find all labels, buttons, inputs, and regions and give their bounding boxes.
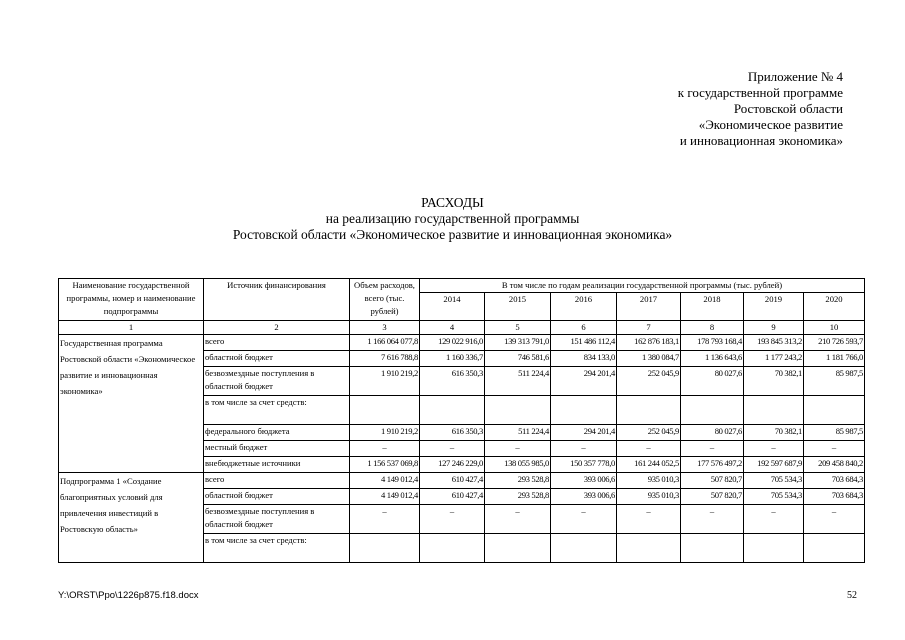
expenses-table xyxy=(58,278,865,563)
year-value-cell: 294 201,4 xyxy=(551,367,617,396)
appendix-line: «Экономическое развитие xyxy=(698,117,843,132)
total-value-cell: 1 156 537 069,8 xyxy=(350,457,420,473)
year-value-cell: – xyxy=(681,441,744,457)
year-value-cell: 610 427,4 xyxy=(420,489,485,505)
year-value-cell: 834 133,0 xyxy=(551,351,617,367)
funding-source-cell: всего xyxy=(204,473,350,489)
total-value-cell: 1 910 219,2 xyxy=(350,425,420,441)
table-row xyxy=(59,335,865,351)
total-value-cell: – xyxy=(350,441,420,457)
year-value-cell: 150 357 778,0 xyxy=(551,457,617,473)
title-line: на реализацию государственной программы xyxy=(325,211,580,226)
header-name: Наименование государственной программы, номер и наименование подпрограммы xyxy=(59,279,204,321)
year-value-cell: 80 027,6 xyxy=(681,367,744,396)
year-value-cell: 703 684,3 xyxy=(804,489,865,505)
column-number: 1 xyxy=(59,321,204,335)
total-value-cell: – xyxy=(350,505,420,534)
year-value-cell: – xyxy=(551,441,617,457)
appendix-line: Приложение № 4 xyxy=(747,69,843,84)
column-number: 2 xyxy=(204,321,350,335)
funding-source-cell: областной бюджет xyxy=(204,489,350,505)
year-value-cell: 507 820,7 xyxy=(681,489,744,505)
column-number: 7 xyxy=(617,321,681,335)
year-value-cell: 935 010,3 xyxy=(617,489,681,505)
year-value-cell: 616 350,3 xyxy=(420,425,485,441)
total-value-cell: 4 149 012,4 xyxy=(350,489,420,505)
year-value-cell: 138 055 985,0 xyxy=(485,457,551,473)
header-year: 2015 xyxy=(485,293,551,321)
year-value-cell: 393 006,6 xyxy=(551,473,617,489)
column-number: 9 xyxy=(744,321,804,335)
appendix-line: и инновационная экономика» xyxy=(679,133,843,148)
page-number: 52 xyxy=(847,590,857,601)
year-value-cell: 151 486 112,4 xyxy=(551,335,617,351)
year-value-cell: – xyxy=(681,505,744,534)
total-value-cell xyxy=(350,534,420,563)
funding-source-cell: безвозмездные поступления в областной бюджет xyxy=(204,505,350,534)
header-years-group: В том числе по годам реализации государственной программы (тыс. рублей) xyxy=(420,279,865,293)
year-value-cell xyxy=(420,534,485,563)
year-value-cell: 746 581,6 xyxy=(485,351,551,367)
year-value-cell xyxy=(551,534,617,563)
funding-source-cell: в том числе за счет средств: xyxy=(204,534,350,563)
program-name-cell: Государственная программа Ростовской области «Экономическое развитие и инновационная экономика» xyxy=(59,335,204,473)
year-value-cell: – xyxy=(744,441,804,457)
year-value-cell: 162 876 183,1 xyxy=(617,335,681,351)
year-value-cell xyxy=(744,396,804,425)
column-number: 10 xyxy=(804,321,865,335)
funding-source-cell: местный бюджет xyxy=(204,441,350,457)
total-value-cell: 1 910 219,2 xyxy=(350,367,420,396)
year-value-cell xyxy=(617,396,681,425)
year-value-cell xyxy=(485,396,551,425)
year-value-cell: 610 427,4 xyxy=(420,473,485,489)
total-value-cell: 4 149 012,4 xyxy=(350,473,420,489)
year-value-cell: – xyxy=(420,505,485,534)
year-value-cell: 161 244 052,5 xyxy=(617,457,681,473)
year-value-cell: 511 224,4 xyxy=(485,367,551,396)
year-value-cell: – xyxy=(804,441,865,457)
footer-file-path: Y:\ORST\Ppo\1226p875.f18.docx xyxy=(58,590,199,601)
year-value-cell: 1 181 766,0 xyxy=(804,351,865,367)
program-name-cell: Подпрограмма 1 «Создание благоприятных условий для привлечения инвестиций в Ростовскую область» xyxy=(59,473,204,563)
header-year: 2019 xyxy=(744,293,804,321)
year-value-cell: 139 313 791,0 xyxy=(485,335,551,351)
column-number: 3 xyxy=(350,321,420,335)
year-value-cell xyxy=(485,534,551,563)
header-volume: Объем расходов, всего (тыс. рублей) xyxy=(350,279,420,321)
appendix-line: Ростовской области xyxy=(733,101,843,116)
year-value-cell: 293 528,8 xyxy=(485,473,551,489)
year-value-cell: 85 987,5 xyxy=(804,425,865,441)
year-value-cell: – xyxy=(744,505,804,534)
year-value-cell: 70 382,1 xyxy=(744,425,804,441)
year-value-cell: 210 726 593,7 xyxy=(804,335,865,351)
year-value-cell xyxy=(681,396,744,425)
year-value-cell: 705 534,3 xyxy=(744,473,804,489)
column-number: 6 xyxy=(551,321,617,335)
appendix-block xyxy=(583,69,843,149)
title-line: РАСХОДЫ xyxy=(421,195,484,210)
year-value-cell xyxy=(804,396,865,425)
year-value-cell: 294 201,4 xyxy=(551,425,617,441)
year-value-cell: 127 246 229,0 xyxy=(420,457,485,473)
year-value-cell: 178 793 168,4 xyxy=(681,335,744,351)
header-year: 2018 xyxy=(681,293,744,321)
year-value-cell: – xyxy=(617,441,681,457)
year-value-cell: 511 224,4 xyxy=(485,425,551,441)
year-value-cell: 70 382,1 xyxy=(744,367,804,396)
year-value-cell: 616 350,3 xyxy=(420,367,485,396)
year-value-cell: 935 010,3 xyxy=(617,473,681,489)
year-value-cell: – xyxy=(551,505,617,534)
year-value-cell: 703 684,3 xyxy=(804,473,865,489)
year-value-cell xyxy=(617,534,681,563)
year-value-cell: 1 177 243,2 xyxy=(744,351,804,367)
header-year: 2014 xyxy=(420,293,485,321)
year-value-cell xyxy=(681,534,744,563)
title-line: Ростовской области «Экономическое развитие и инновационная экономика» xyxy=(232,227,673,242)
year-value-cell: 80 027,6 xyxy=(681,425,744,441)
year-value-cell: – xyxy=(485,505,551,534)
year-value-cell: – xyxy=(617,505,681,534)
year-value-cell: – xyxy=(485,441,551,457)
year-value-cell: 507 820,7 xyxy=(681,473,744,489)
funding-source-cell: всего xyxy=(204,335,350,351)
year-value-cell: 1 136 643,6 xyxy=(681,351,744,367)
year-value-cell: 393 006,6 xyxy=(551,489,617,505)
column-number: 5 xyxy=(485,321,551,335)
year-value-cell: 1 160 336,7 xyxy=(420,351,485,367)
funding-source-cell: областной бюджет xyxy=(204,351,350,367)
year-value-cell: 193 845 313,2 xyxy=(744,335,804,351)
year-value-cell: – xyxy=(804,505,865,534)
total-value-cell: 7 616 788,8 xyxy=(350,351,420,367)
year-value-cell xyxy=(744,534,804,563)
funding-source-cell: федерального бюджета xyxy=(204,425,350,441)
year-value-cell: – xyxy=(420,441,485,457)
total-value-cell xyxy=(350,396,420,425)
year-value-cell: 705 534,3 xyxy=(744,489,804,505)
year-value-cell: 293 528,8 xyxy=(485,489,551,505)
funding-source-cell: безвозмездные поступления в областной бюджет xyxy=(204,367,350,396)
year-value-cell: 129 022 916,0 xyxy=(420,335,485,351)
table-row xyxy=(59,473,865,489)
year-value-cell: 252 045,9 xyxy=(617,367,681,396)
year-value-cell xyxy=(551,396,617,425)
column-numbers-row xyxy=(59,321,865,335)
year-value-cell: 177 576 497,2 xyxy=(681,457,744,473)
funding-source-cell: внебюджетные источники xyxy=(204,457,350,473)
year-value-cell: 209 458 840,2 xyxy=(804,457,865,473)
year-value-cell xyxy=(804,534,865,563)
total-value-cell: 1 166 064 077,8 xyxy=(350,335,420,351)
header-source: Источник финансирования xyxy=(204,279,350,321)
document-title xyxy=(0,195,905,243)
column-number: 4 xyxy=(420,321,485,335)
year-value-cell: 1 380 084,7 xyxy=(617,351,681,367)
column-number: 8 xyxy=(681,321,744,335)
appendix-line: к государственной программе xyxy=(677,85,843,100)
header-year: 2020 xyxy=(804,293,865,321)
year-value-cell: 192 597 687,9 xyxy=(744,457,804,473)
year-value-cell xyxy=(420,396,485,425)
header-year: 2016 xyxy=(551,293,617,321)
funding-source-cell: в том числе за счет средств: xyxy=(204,396,350,425)
year-value-cell: 252 045,9 xyxy=(617,425,681,441)
header-year: 2017 xyxy=(617,293,681,321)
year-value-cell: 85 987,5 xyxy=(804,367,865,396)
